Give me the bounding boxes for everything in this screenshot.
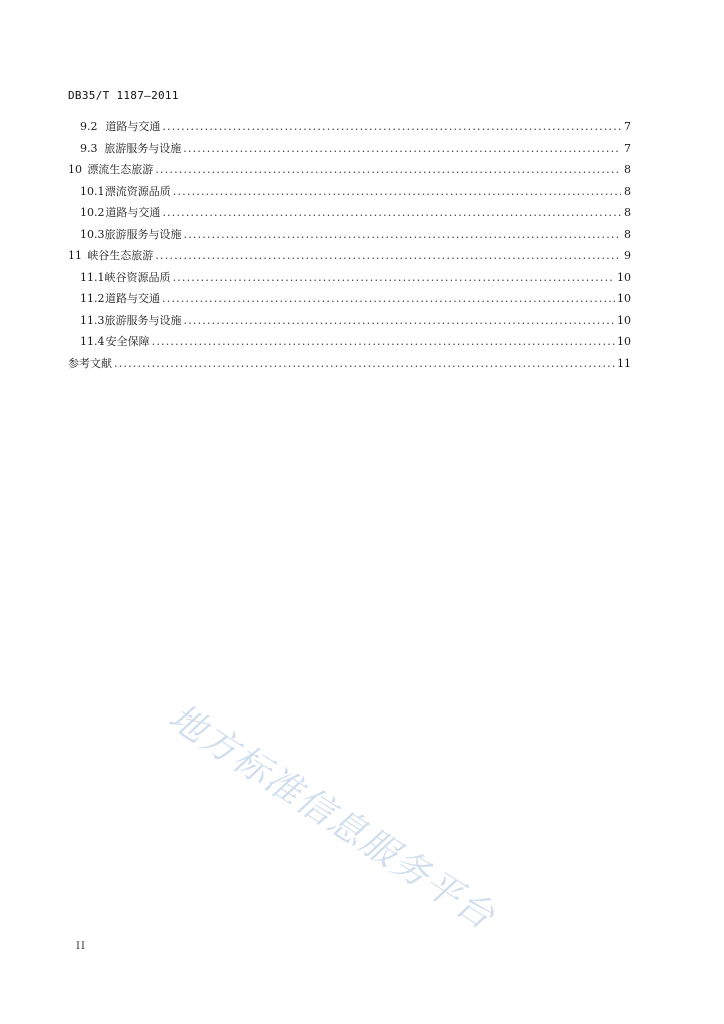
toc-leader (173, 181, 621, 203)
toc-title: 旅游服务与设施 (104, 227, 182, 241)
toc-title: 道路与交通 (105, 292, 161, 305)
toc-title: 道路与交通 (105, 206, 161, 219)
toc-number: 11 (68, 249, 82, 262)
toc-page-number: 11 (617, 356, 631, 370)
toc-leader (184, 310, 616, 332)
toc-number: 10.1 (80, 184, 105, 198)
toc-leader (114, 353, 615, 375)
toc-page-number: 8 (624, 206, 631, 219)
table-of-contents (68, 116, 631, 374)
toc-title: 安全保障 (105, 335, 150, 348)
toc-leader (183, 138, 621, 160)
toc-page-number: 10 (617, 335, 631, 348)
toc-entry-11-1[interactable] (68, 267, 631, 289)
toc-number: 11.4 (80, 335, 105, 348)
toc-leader (162, 116, 621, 138)
toc-title: 漂流资源品质 (104, 184, 171, 198)
toc-page-number: 8 (624, 227, 631, 241)
toc-page-number: 9 (624, 249, 631, 262)
toc-leader (162, 288, 615, 310)
toc-title: 旅游服务与设施 (104, 313, 182, 327)
toc-leader (155, 159, 621, 181)
toc-entry-references[interactable] (68, 353, 631, 375)
toc-entry-10-2[interactable] (68, 202, 631, 224)
toc-page-number: 8 (624, 163, 631, 176)
toc-leader (155, 245, 621, 267)
toc-page-number: 7 (624, 120, 631, 133)
toc-title: 漂流生态旅游 (87, 163, 154, 176)
toc-number: 11.2 (80, 292, 105, 305)
toc-entry-11-3[interactable] (68, 310, 631, 332)
toc-entry-9-2[interactable] (68, 116, 631, 138)
toc-number: 10 (68, 163, 82, 176)
toc-entry-11[interactable] (68, 245, 631, 267)
toc-entry-10-3[interactable] (68, 224, 631, 246)
toc-title: 参考文献 (68, 356, 112, 370)
toc-page-number: 10 (617, 292, 631, 305)
toc-entry-9-3[interactable] (68, 138, 631, 160)
toc-entry-11-4[interactable] (68, 331, 631, 353)
toc-page-number: 10 (617, 270, 631, 284)
toc-leader (152, 331, 615, 353)
toc-number: 10.2 (80, 206, 105, 219)
toc-page-number: 7 (624, 141, 631, 155)
toc-number: 11.1 (80, 270, 105, 284)
toc-title: 旅游服务与设施 (104, 141, 182, 155)
standard-code: DB35/T 1187—2011 (68, 89, 179, 102)
toc-number: 11.3 (80, 313, 105, 327)
toc-leader (184, 224, 622, 246)
footer-page-number: II (76, 941, 86, 952)
toc-entry-11-2[interactable] (68, 288, 631, 310)
toc-leader (162, 202, 621, 224)
toc-page-number: 10 (617, 313, 631, 327)
toc-number: 9.3 (80, 141, 98, 155)
toc-entry-10-1[interactable] (68, 181, 631, 203)
watermark-text: 地方标准信息服务平台 (161, 696, 503, 939)
toc-leader (173, 267, 616, 289)
toc-entry-10[interactable] (68, 159, 631, 181)
toc-number: 10.3 (80, 227, 105, 241)
toc-page-number: 8 (624, 184, 631, 198)
toc-title: 峡谷生态旅游 (87, 249, 154, 262)
toc-number: 9.2 (80, 120, 98, 133)
toc-title: 峡谷资源品质 (104, 270, 171, 284)
toc-title: 道路与交通 (105, 120, 161, 133)
